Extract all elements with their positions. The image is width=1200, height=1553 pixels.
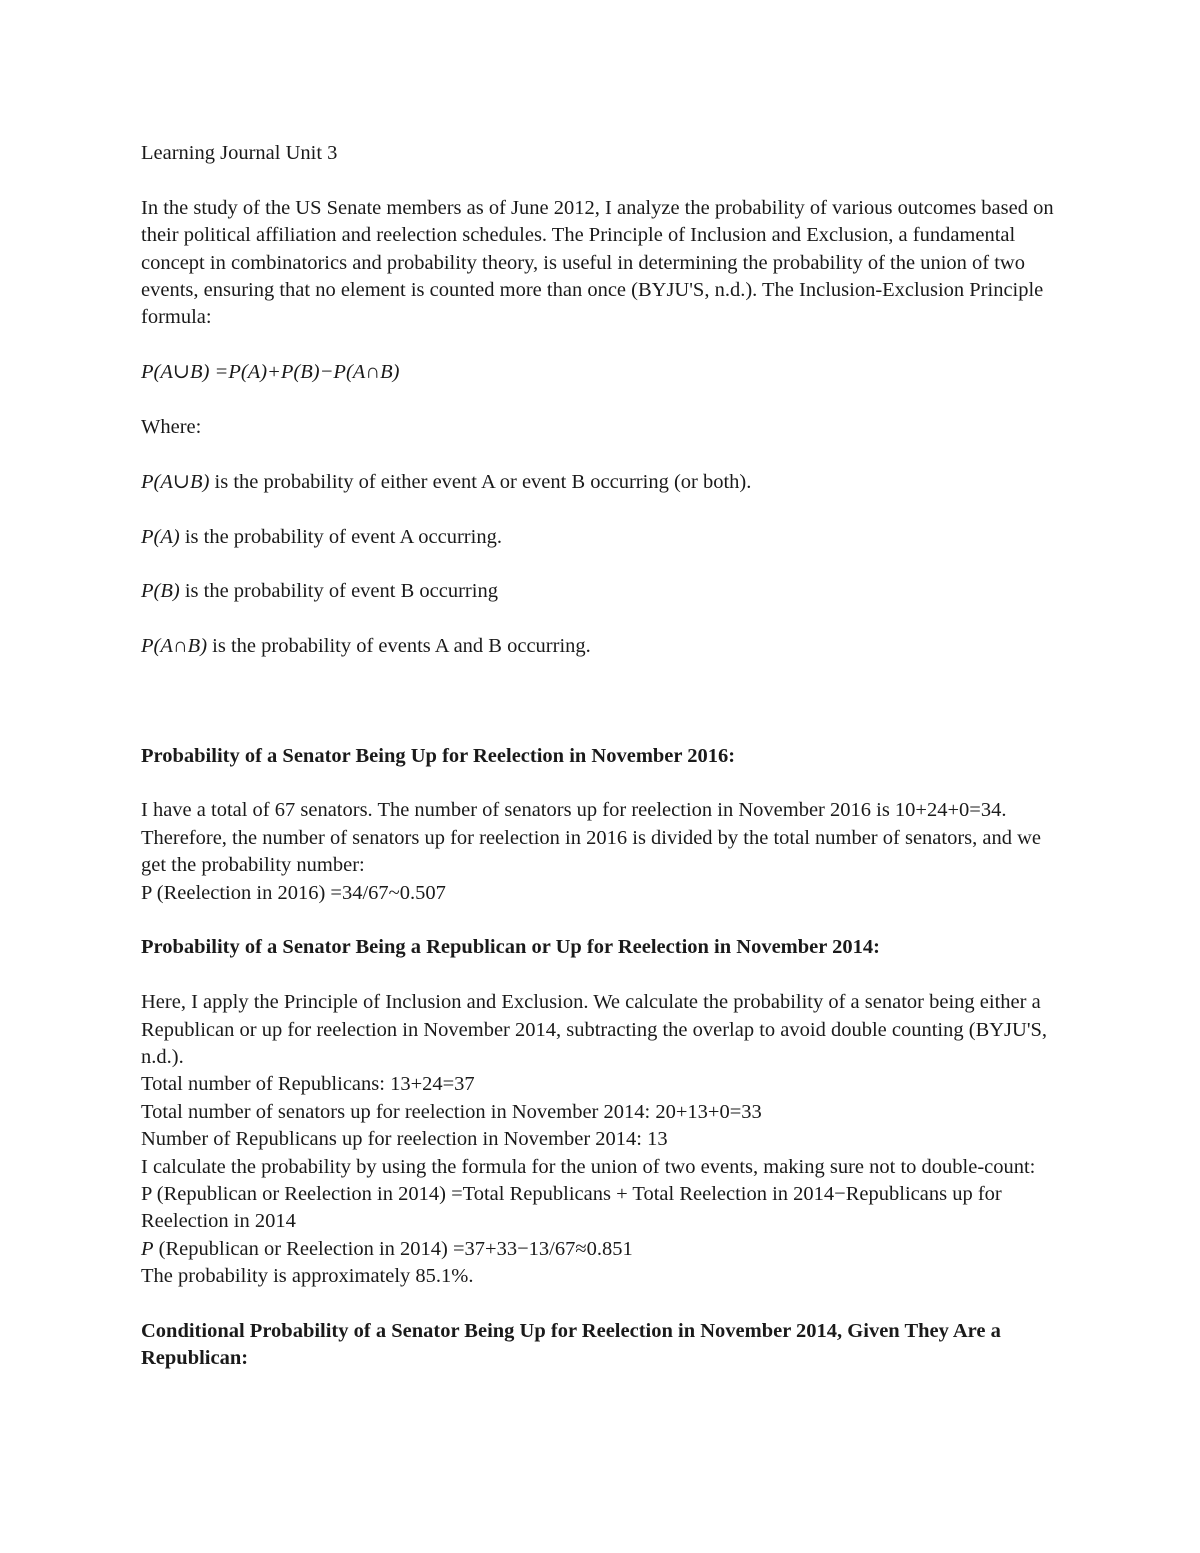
definition-a xyxy=(141,524,1071,551)
formula-words-line: P (Republican or Reelection in 2014) =Total Republicans + Total Reelection in 2014−Republicans up for Reelection in 2014 xyxy=(141,1183,1002,1233)
section-body-2016: I have a total of 67 senators. The number of senators up for reelection in November 2016 is 10+24+0=34. Therefore, the number of senators up for reelection in 2016 is divided by the total number of senators, and we get the probability number: xyxy=(141,799,1042,877)
section-heading-2016: Probability of a Senator Being Up for Reelection in November 2016: xyxy=(141,744,736,767)
formula-numbers-line xyxy=(141,1236,1071,1263)
probability-symbol: P xyxy=(141,1237,154,1260)
total-reelection-2014-line: Total number of senators up for reelection in November 2014: 20+13+0=33 xyxy=(141,1100,762,1123)
definition-symbol: P(A) xyxy=(141,525,180,548)
definition-text: is the probability of event A occurring. xyxy=(179,525,502,548)
total-republicans-line: Total number of Republicans: 13+24=37 xyxy=(141,1073,475,1096)
section-body-republican-2014: Here, I apply the Principle of Inclusion and Exclusion. We calculate the probability of a senator being either a Republican or up for reelection in November 2014, subtracting the overlap to avoid double counting (BYJU'S, n.d.). xyxy=(141,991,1048,1069)
result-2016: P (Reelection in 2016) =34/67~0.507 xyxy=(141,881,446,904)
definition-text: is the probability of either event A or event B occurring (or both). xyxy=(209,470,752,493)
document-page xyxy=(141,140,1071,1373)
document-title: Learning Journal Unit 3 xyxy=(141,142,338,164)
definition-symbol: P(B) xyxy=(141,580,180,603)
where-label: Where: xyxy=(141,416,202,439)
republicans-reelection-2014-line: Number of Republicans up for reelection in November 2014: 13 xyxy=(141,1128,668,1151)
definition-intersection xyxy=(141,633,1071,660)
calculation-intro-line: I calculate the probability by using the formula for the union of two events, making sure not to double-count: xyxy=(141,1155,1036,1178)
definition-symbol: P(A∩B) xyxy=(141,635,208,658)
intro-paragraph: In the study of the US Senate members as of June 2012, I analyze the probability of various outcomes based on their political affiliation and reelection schedules. The Principle of Inclusion and Exclusion, a fundamental concept in combinatorics and probability theory, is useful in determining the probability of the union of two events, ensuring that no element is counted more than once (BYJU'S, n.d.). The Inclusion-Exclusion Principle formula: xyxy=(141,196,1054,329)
definition-union xyxy=(141,469,1071,496)
inclusion-exclusion-formula: P(A∪B) =P(A)+P(B)−P(A∩B) xyxy=(141,361,400,384)
approximate-result-line: The probability is approximately 85.1%. xyxy=(141,1265,474,1288)
section-heading-republican-2014: Probability of a Senator Being a Republican or Up for Reelection in November 2014: xyxy=(141,936,880,959)
definition-b xyxy=(141,578,1071,605)
definition-symbol: P(A∪B) xyxy=(141,470,210,493)
definition-text: is the probability of events A and B occurring. xyxy=(207,635,591,658)
formula-numbers-text: (Republican or Reelection in 2014) =37+33−13/67≈0.851 xyxy=(153,1237,633,1260)
definition-text: is the probability of event B occurring xyxy=(179,580,498,603)
section-heading-conditional: Conditional Probability of a Senator Being Up for Reelection in November 2014, Given They Are a Republican: xyxy=(141,1320,1001,1370)
